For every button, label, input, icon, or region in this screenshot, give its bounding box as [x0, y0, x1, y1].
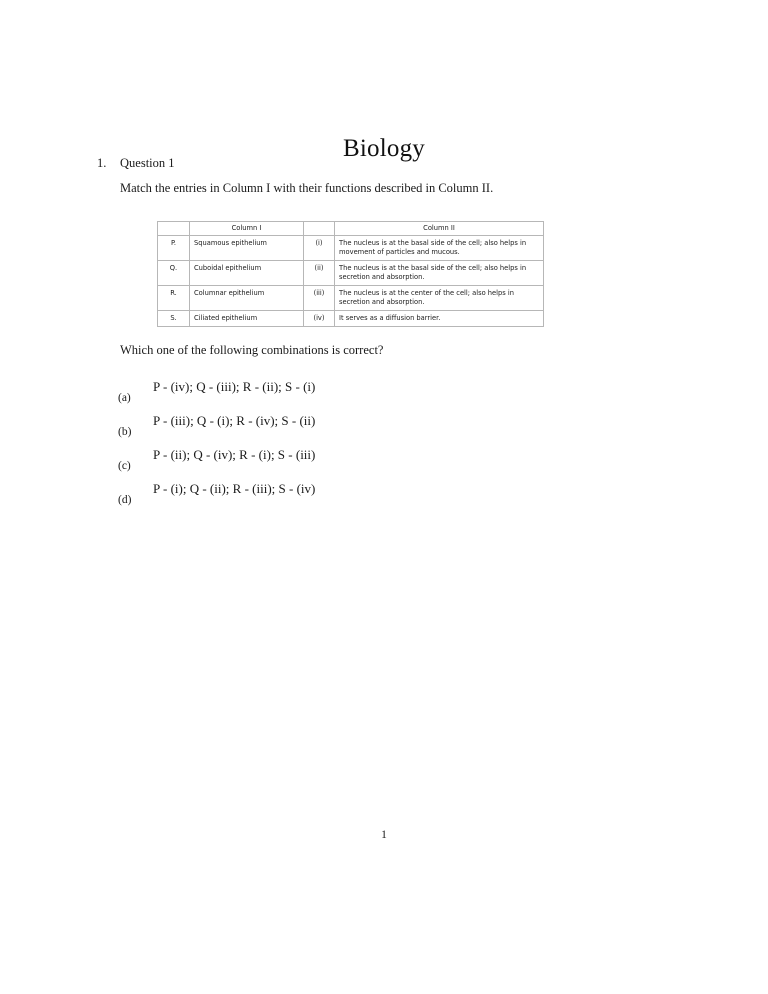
question-block	[97, 156, 697, 171]
option-d[interactable]	[118, 480, 638, 514]
table-header-row	[158, 222, 544, 236]
option-b-label: (b)	[118, 426, 132, 438]
row-roman: (ii)	[304, 261, 335, 286]
table-row	[158, 286, 544, 311]
row-column-two: The nucleus is at the basal side of the cell; also helps in movement of particles and mucous.	[335, 236, 544, 261]
option-a-label: (a)	[118, 392, 131, 404]
table-body	[158, 236, 544, 327]
option-d-label: (d)	[118, 494, 132, 506]
header-key	[158, 222, 190, 236]
row-roman: (iii)	[304, 286, 335, 311]
table-row	[158, 261, 544, 286]
row-key: R.	[158, 286, 190, 311]
row-column-one: Columnar epithelium	[190, 286, 304, 311]
header-column-one: Column I	[190, 222, 304, 236]
page-title: Biology	[343, 134, 425, 162]
answer-options-list	[118, 378, 638, 514]
row-roman: (iv)	[304, 311, 335, 327]
match-table	[157, 221, 544, 327]
sub-question-prompt: Which one of the following combinations is correct?	[120, 343, 384, 357]
row-column-two: The nucleus is at the basal side of the cell; also helps in secretion and absorption.	[335, 261, 544, 286]
table-row	[158, 311, 544, 327]
option-b[interactable]	[118, 412, 638, 446]
row-key: P.	[158, 236, 190, 261]
header-roman	[304, 222, 335, 236]
row-column-one: Ciliated epithelium	[190, 311, 304, 327]
row-column-two: It serves as a diffusion barrier.	[335, 311, 544, 327]
question-prompt: Match the entries in Column I with their functions described in Column II.	[120, 181, 494, 195]
option-c[interactable]	[118, 446, 638, 480]
option-c-label: (c)	[118, 460, 131, 472]
question-heading	[97, 156, 697, 171]
match-table-container	[157, 221, 544, 327]
option-c-text: P - (ii); Q - (iv); R - (i); S - (iii)	[153, 447, 316, 462]
row-column-one: Squamous epithelium	[190, 236, 304, 261]
table-header	[158, 222, 544, 236]
row-key: S.	[158, 311, 190, 327]
question-number: 1.	[97, 156, 107, 170]
row-roman: (i)	[304, 236, 335, 261]
header-column-two: Column II	[335, 222, 544, 236]
page-number: 1	[381, 829, 387, 841]
option-d-text: P - (i); Q - (ii); R - (iii); S - (iv)	[153, 481, 316, 496]
question-title: Question 1	[120, 156, 175, 170]
row-column-two: The nucleus is at the center of the cell; also helps in secretion and absorption.	[335, 286, 544, 311]
option-a[interactable]	[118, 378, 638, 412]
row-key: Q.	[158, 261, 190, 286]
row-column-one: Cuboidal epithelium	[190, 261, 304, 286]
option-b-text: P - (iii); Q - (i); R - (iv); S - (ii)	[153, 413, 316, 428]
table-row	[158, 236, 544, 261]
option-a-text: P - (iv); Q - (iii); R - (ii); S - (i)	[153, 379, 316, 394]
